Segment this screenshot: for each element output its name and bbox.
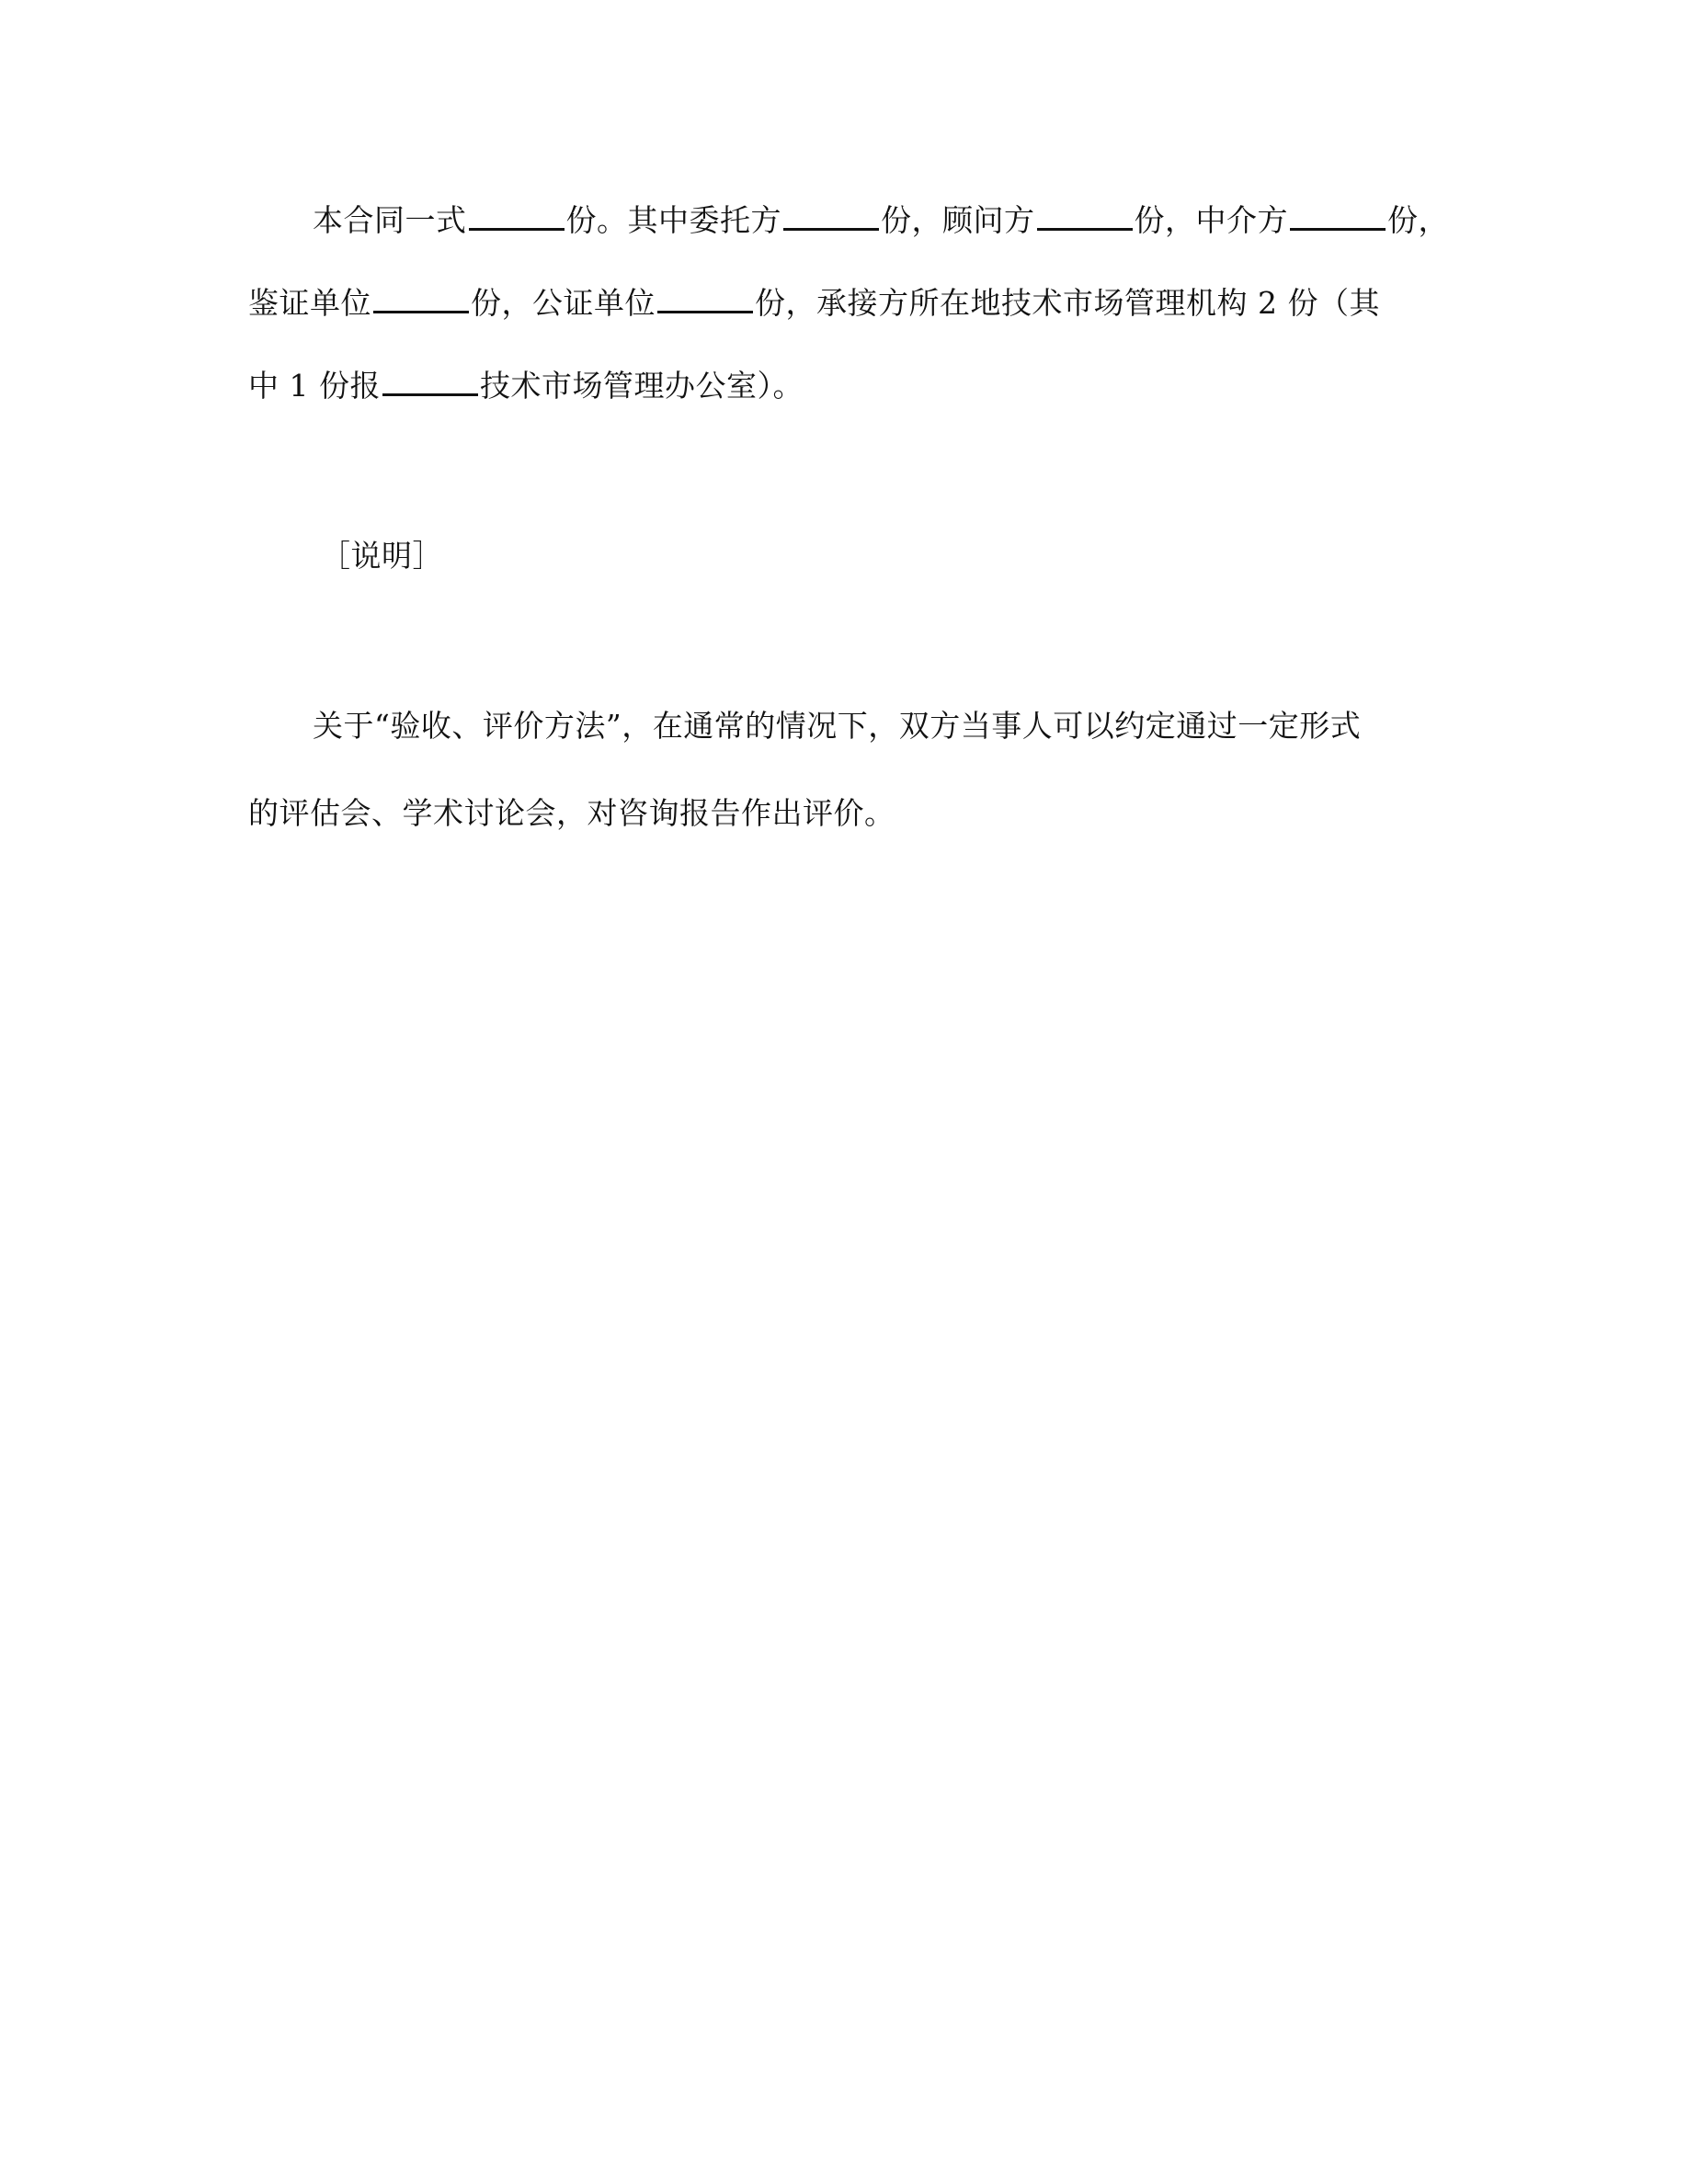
note-heading: ［说明］ xyxy=(320,538,443,574)
text-segment: 份，公证单位 xyxy=(471,285,656,321)
blank-field xyxy=(382,370,478,396)
text-segment: 份， xyxy=(1387,202,1449,238)
text-segment: 中 1 份报 xyxy=(248,368,381,404)
paragraph1-line2 xyxy=(248,285,1380,322)
text-segment: 份，中介方 xyxy=(1134,202,1288,238)
text-segment: 份，承接方所在地技术市场管理机构 2 份（其 xyxy=(755,285,1380,321)
text-segment: 鉴证单位 xyxy=(248,285,371,321)
text-segment: 技术市场管理办公室）。 xyxy=(479,368,804,404)
blank-field xyxy=(1290,204,1386,231)
text-segment: 份。其中委托方 xyxy=(565,202,781,238)
blank-field xyxy=(1037,204,1133,231)
blank-field xyxy=(469,204,565,231)
paragraph1-line1 xyxy=(313,202,1449,239)
blank-field xyxy=(373,287,469,313)
blank-field xyxy=(657,287,753,313)
paragraph2-line1: 关于“验收、评价方法”，在通常的情况下，双方当事人可以约定通过一定形式 xyxy=(313,708,1362,744)
blank-field xyxy=(783,204,879,231)
text-segment: 本合同一式 xyxy=(313,202,467,238)
text-segment: 份，顾问方 xyxy=(881,202,1035,238)
paragraph1-line3 xyxy=(248,368,804,404)
paragraph2-line2: 的评估会、学术讨论会，对咨询报告作出评价。 xyxy=(248,795,895,831)
